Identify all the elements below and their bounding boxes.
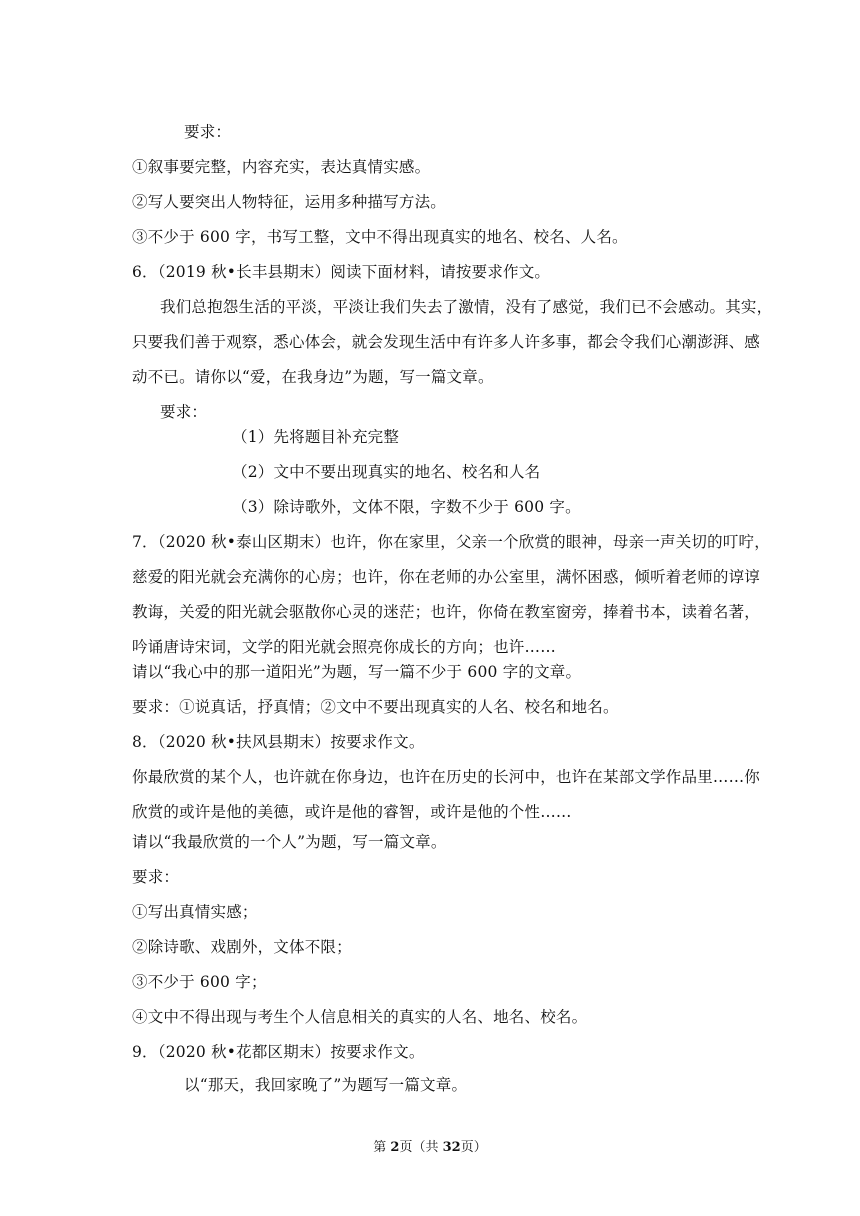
footer-total-pages: 32 xyxy=(442,1140,461,1155)
question-7-prompt: 请以“我心中的那一道阳光”为题，写一篇不少于 600 字的文章。 xyxy=(132,663,582,681)
footer-page-number: 2 xyxy=(390,1140,400,1155)
requirement-item: ①写出真情实感； xyxy=(132,903,258,921)
question-7-title: 7．（2020 秋•泰山区期末）也许，你在家里，父亲一个欣赏的眼神，母亲一声关切的叮咛， xyxy=(132,533,770,551)
requirement-heading: 要求： xyxy=(160,403,208,421)
question-8-paragraph: 你最欣赏的某个人，也许就在你身边，也许在历史的长河中，也许在某部文学作品里……你 xyxy=(132,768,761,786)
question-6-paragraph: 动不已。请你以“爱，在我身边”为题，写一篇文章。 xyxy=(132,368,494,386)
footer-suffix: 页） xyxy=(460,1140,487,1155)
question-6-paragraph: 我们总抱怨生活的平淡，平淡让我们失去了激情，没有了感觉，我们已不会感动。其实， xyxy=(160,298,773,316)
requirement-item: ③不少于 600 字，书写工整，文中不得出现真实的地名、校名、人名。 xyxy=(132,228,628,246)
question-8-prompt: 请以“我最欣赏的一个人”为题，写一篇文章。 xyxy=(132,833,447,851)
footer-prefix: 第 xyxy=(373,1140,391,1155)
question-8-title: 8．（2020 秋•扶风县期末）按要求作文。 xyxy=(132,733,425,751)
question-7-paragraph: 教诲，关爱的阳光就会驱散你心灵的迷茫；也许，你倚在教室窗旁，捧着书本，读着名著， xyxy=(132,603,761,621)
requirement-heading: 要求： xyxy=(132,868,180,886)
requirement-item: （3）除诗歌外，文体不限，字数不少于 600 字。 xyxy=(232,498,581,516)
question-6-paragraph: 只要我们善于观察，悉心体会，就会发现生活中有许多人许多事，都会令我们心潮澎湃、感 xyxy=(132,333,761,351)
footer-middle: 页（共 xyxy=(399,1140,443,1155)
requirement-item: ③不少于 600 字； xyxy=(132,973,267,991)
requirement-item: ②除诗歌、戏剧外，文体不限； xyxy=(132,938,352,956)
requirement-item: ④文中不得出现与考生个人信息相关的真实的人名、地名、校名。 xyxy=(132,1008,588,1026)
requirement-item: （2）文中不要出现真实的地名、校名和人名 xyxy=(232,463,541,481)
question-9-title: 9．（2020 秋•花都区期末）按要求作文。 xyxy=(132,1043,425,1061)
page-footer xyxy=(0,1139,860,1157)
requirement-item: ①叙事要完整，内容充实，表达真情实感。 xyxy=(132,158,431,176)
question-6-title: 6．（2019 秋•长丰县期末）阅读下面材料，请按要求作文。 xyxy=(132,263,551,281)
question-7-paragraph: 吟诵唐诗宋词，文学的阳光就会照亮你成长的方向；也许…… xyxy=(132,638,556,656)
requirement-item: ②写人要突出人物特征，运用多种描写方法。 xyxy=(132,193,447,211)
requirement-item: （1）先将题目补充完整 xyxy=(232,428,400,446)
question-8-paragraph: 欣赏的或许是他的美德，或许是他的睿智，或许是他的个性…… xyxy=(132,803,572,821)
question-9-prompt: 以“那天，我回家晚了”为题写一篇文章。 xyxy=(184,1076,468,1094)
question-7-requirements: 要求：①说真话，抒真情；②文中不要出现真实的人名、校名和地名。 xyxy=(132,698,619,716)
requirement-heading: 要求： xyxy=(184,123,232,141)
question-7-paragraph: 慈爱的阳光就会充满你的心房；也许，你在老师的办公室里，满怀困惑，倾听着老师的谆谆 xyxy=(132,568,761,586)
